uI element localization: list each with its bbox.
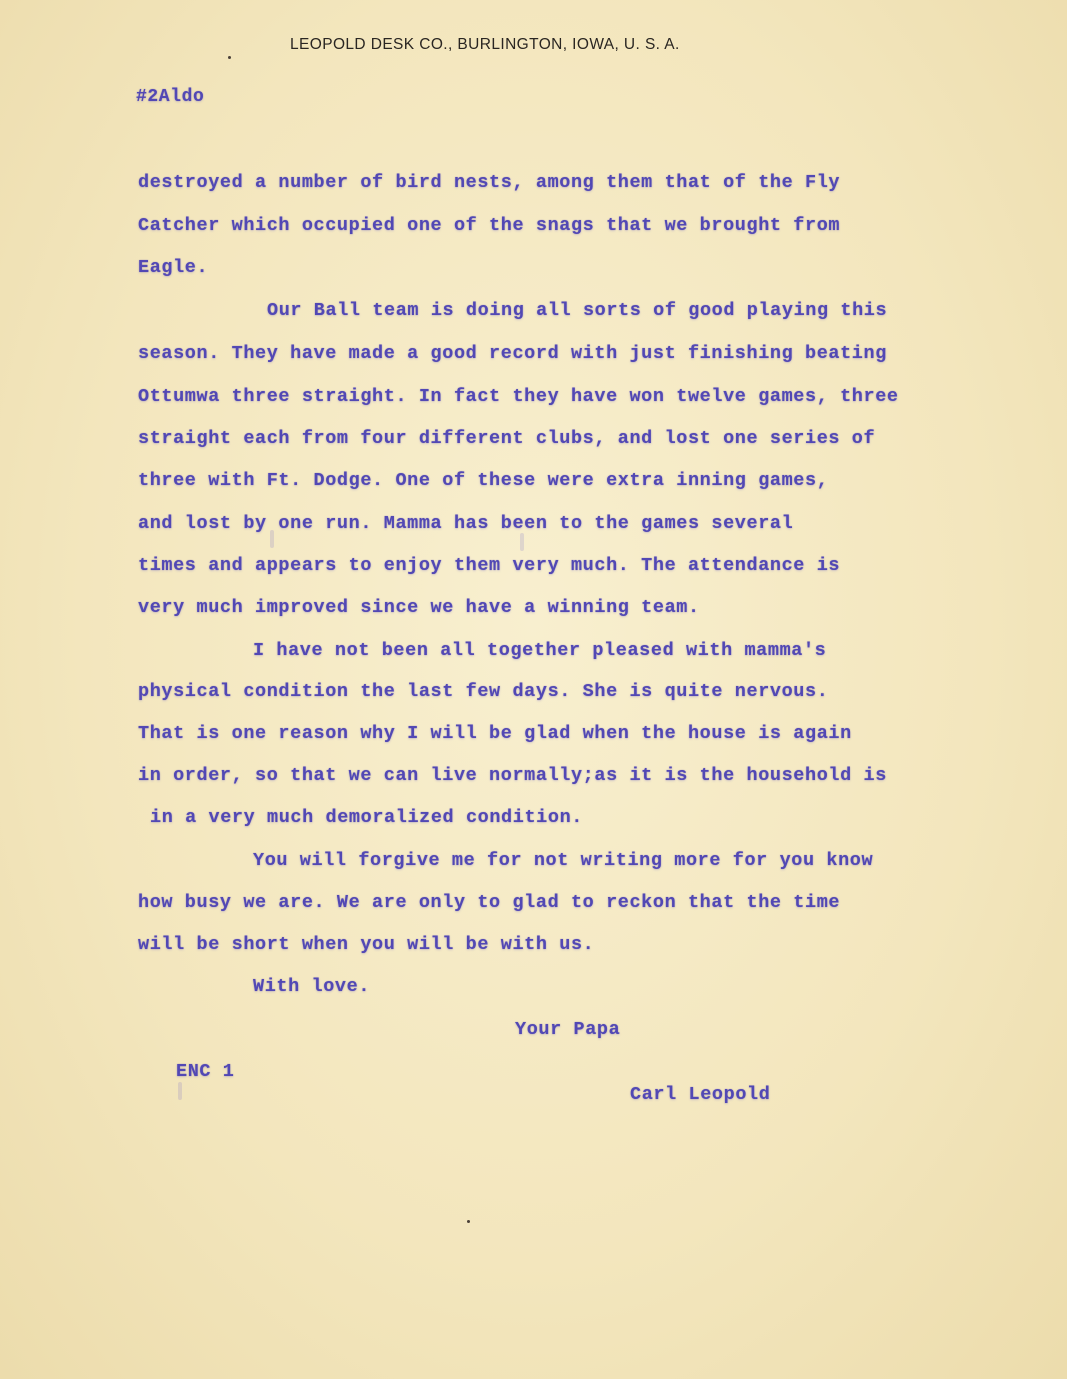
body-line: straight each from four different clubs, and lost one series of: [138, 428, 876, 449]
ink-smudge: [270, 530, 274, 548]
body-line: in order, so that we can live normally;as it is the household is: [138, 765, 887, 786]
body-line: You will forgive me for not writing more for you know: [253, 850, 874, 871]
body-line: in a very much demoralized condition.: [150, 807, 583, 828]
body-line: how busy we are. We are only to glad to reckon that the time: [138, 892, 841, 913]
body-line: destroyed a number of bird nests, among them that of the Fly: [138, 172, 841, 193]
body-line: times and appears to enjoy them very much. The attendance is: [138, 555, 841, 576]
body-line: will be short when you will be with us.: [138, 934, 595, 955]
body-line: That is one reason why I will be glad when the house is again: [138, 723, 852, 744]
signature-name: Carl Leopold: [630, 1084, 771, 1105]
body-line: three with Ft. Dodge. One of these were extra inning games,: [138, 470, 829, 491]
paper-speck: [467, 1220, 470, 1223]
body-line: very much improved since we have a winning team.: [138, 597, 700, 618]
paper-speck: [228, 56, 231, 59]
body-line: physical condition the last few days. She is quite nervous.: [138, 681, 829, 702]
body-line: and lost by one run. Mamma has been to the games several: [138, 513, 794, 534]
closing: With love.: [253, 976, 371, 997]
body-line: Catcher which occupied one of the snags that we brought from: [138, 215, 841, 236]
ink-smudge: [520, 533, 524, 551]
valediction: Your Papa: [515, 1019, 621, 1040]
enclosure-note: ENC 1: [176, 1061, 235, 1082]
ink-smudge: [178, 1082, 182, 1100]
letterhead: LEOPOLD DESK CO., BURLINGTON, IOWA, U. S. A.: [290, 36, 680, 53]
page-reference: #2Aldo: [136, 87, 205, 107]
body-line: season. They have made a good record with just finishing beating: [138, 343, 887, 364]
body-line: Ottumwa three straight. In fact they have won twelve games, three: [138, 386, 899, 407]
body-line: I have not been all together pleased with mamma's: [253, 640, 827, 661]
body-line: Eagle.: [138, 257, 209, 278]
body-line: Our Ball team is doing all sorts of good playing this: [267, 300, 888, 321]
